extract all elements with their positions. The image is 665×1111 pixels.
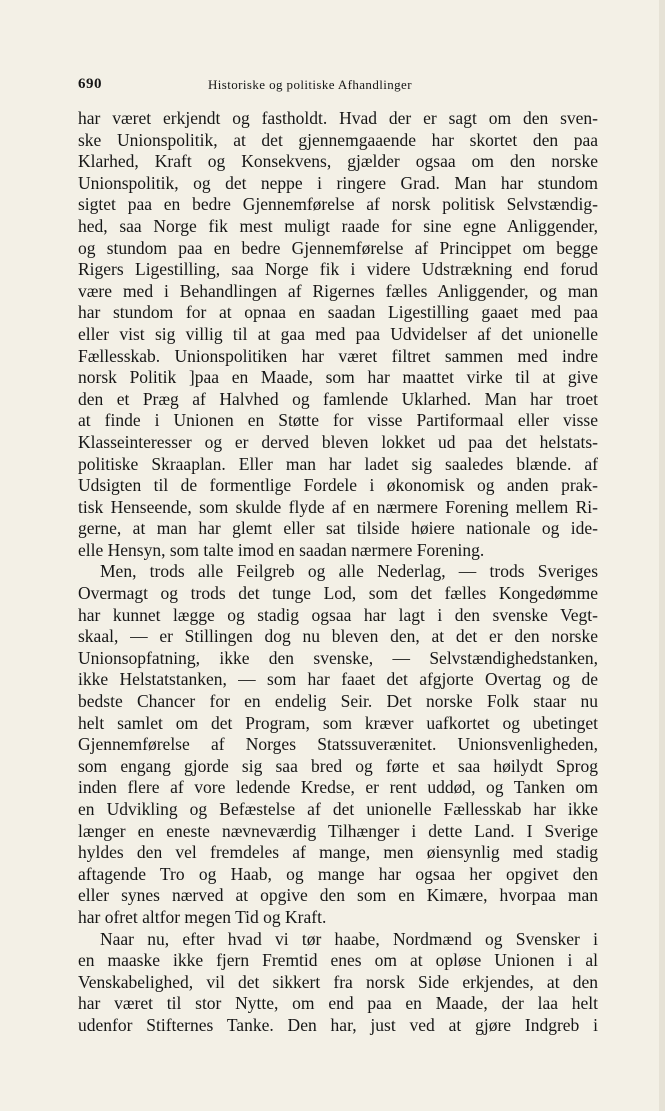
- page-header: [78, 76, 598, 96]
- text-line: har stundom for at opnaa en saadan Ligestilling gaaet med paa: [78, 302, 598, 323]
- page-edge-shadow: [659, 0, 665, 1111]
- text-line: inden flere af vore ledende Kredse, er rent uddød, og Tanken om: [78, 777, 598, 798]
- text-line: eller synes nærved at opgive den som en Kimære, hvorpaa man: [78, 885, 598, 906]
- text-line: Klasseinteresser og er derved bleven lokket ud paa det helstats-: [78, 431, 598, 452]
- text-line: gerne, at man har glemt eller sat tilside høiere nationale og ide-: [78, 518, 598, 539]
- text-line: Fællesskab. Unionspolitiken har været filtret sammen med indre: [78, 345, 598, 366]
- text-line: ske Unionspolitik, at det gjennemgaaende har skortet den paa: [78, 129, 598, 150]
- text-line: har været erkjendt og fastholdt. Hvad der er sagt om den sven-: [78, 108, 598, 128]
- text-line: Unionsopfatning, ikke den svenske, — Selvstændighedstanken,: [78, 647, 598, 668]
- text-line: eller vist sig villig til at gaa med paa Udvidelser af det unionelle: [78, 323, 598, 344]
- text-line: Naar nu, efter hvad vi tør haabe, Nordmænd og Svensker i: [100, 928, 598, 949]
- text-line: længer en eneste nævneværdig Tilhænger i dette Land. I Sverige: [78, 820, 598, 841]
- text-line: den et Præg af Halvhed og famlende Uklarhed. Man har troet: [78, 388, 598, 409]
- text-line: tisk Henseende, som skulde flyde af en nærmere Forening mellem Ri-: [78, 496, 598, 517]
- text-line: bedste Chancer for en endelig Seir. Det norske Folk staar nu: [78, 691, 598, 712]
- text-line: en maaske ikke fjern Fremtid enes om at opløse Unionen i al: [78, 950, 598, 971]
- text-line: har kunnet lægge og stadig ogsaa har lagt i den svenske Vegt-: [78, 604, 598, 625]
- text-line: helt samlet om det Program, som kræver uafkortet og ubetinget: [78, 712, 598, 733]
- running-title: Historiske og politiske Afhandlinger: [208, 77, 412, 92]
- body-text: [78, 108, 598, 1037]
- text-line: en Udvikling og Befæstelse af det unionelle Fællesskab har ikke: [78, 799, 598, 819]
- text-line: Gjennemførelse af Norges Statssuverænitet. Unionsvenligheden,: [78, 734, 598, 755]
- text-line: at finde i Unionen en Støtte for visse Partiformaal eller visse: [78, 410, 598, 431]
- text-line: skaal, — er Stillingen dog nu bleven den, at det er den norske: [78, 626, 598, 647]
- text-line: udenfor Stifternes Tanke. Den har, just ved at gjøre Indgreb i: [78, 1014, 598, 1035]
- text-line: og stundom paa en bedre Gjennemførelse af Princippet om begge: [78, 237, 598, 258]
- text-line: ikke Helstatstanken, — som har faaet det afgjorte Overtag og de: [78, 669, 598, 690]
- text-line: Venskabelighed, vil det sikkert fra norsk Side erkjendes, at den: [78, 971, 598, 992]
- text-line: Unionspolitik, og det neppe i ringere Grad. Man har stundom: [78, 172, 598, 193]
- text-line: Overmagt og trods det tunge Lod, som det fælles Kongedømme: [78, 583, 598, 604]
- text-line: Udsigten til de formentlige Fordele i økonomisk og anden prak-: [78, 475, 598, 496]
- text-line: politiske Skraaplan. Eller man har ladet sig saaledes blænde. af: [78, 453, 598, 474]
- text-line: sigtet paa en bedre Gjennemførelse af norsk politisk Selvstændig-: [78, 194, 598, 215]
- text-line: elle Hensyn, som talte imod en saadan nærmere Forening.: [78, 539, 485, 560]
- text-line: aftagende Tro og Haab, og mange har ogsaa her opgivet den: [78, 863, 598, 884]
- page-number: 690: [78, 76, 102, 92]
- text-line: hyldes den vel fremdeles af mange, men øiensynlig med stadig: [78, 842, 598, 863]
- text-line: har været til stor Nytte, om end paa en Maade, der laa helt: [78, 993, 598, 1014]
- text-line: som engang gjorde sig saa bred og førte et saa høilydt Sprog: [78, 755, 598, 776]
- text-line: Men, trods alle Feilgreb og alle Nederlag, — trods Sveriges: [100, 561, 598, 582]
- text-line: Rigers Ligestilling, saa Norge fik i videre Udstrækning end forud: [78, 259, 598, 280]
- text-line: har ofret altfor megen Tid og Kraft.: [78, 906, 327, 927]
- text-line: Klarhed, Kraft og Konsekvens, gjælder ogsaa om den norske: [78, 151, 598, 172]
- text-line: være med i Behandlingen af Rigernes fælles Anliggender, og man: [78, 280, 598, 301]
- text-line: norsk Politik ]paa en Maade, som har maattet virke til at give: [78, 367, 598, 388]
- text-line: hed, saa Norge fik mest muligt raade for sine egne Anliggender,: [78, 215, 598, 236]
